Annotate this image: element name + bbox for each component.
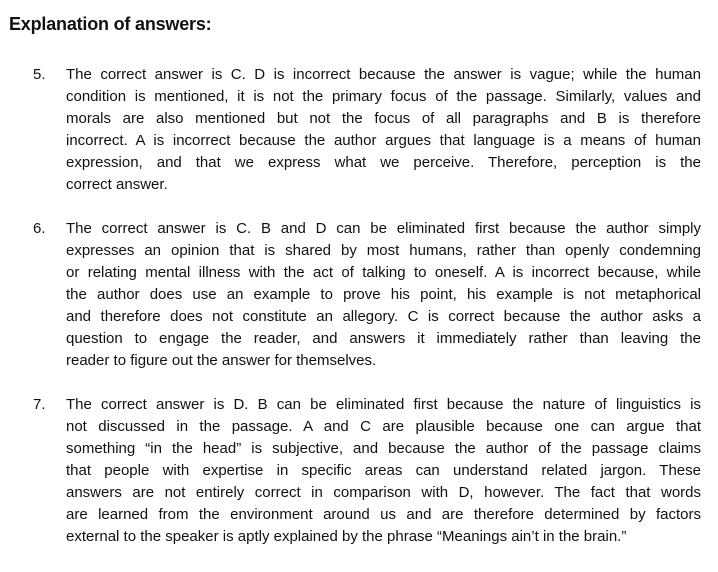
answer-line: expression, and that we express what we perceive. Therefore, perception is the xyxy=(66,154,701,171)
answer-list xyxy=(33,64,701,548)
answer-item-5 xyxy=(33,64,701,196)
answer-line: The correct answer is D. B can be eliminated first because the nature of linguistics is xyxy=(66,396,701,413)
answer-line: are learned from the environment around us and are therefore determined by factors xyxy=(66,506,701,523)
answer-line: incorrect. A is incorrect because the author argues that language is a means of human xyxy=(66,132,701,149)
answer-line: external to the speaker is aptly explained by the phrase “Meanings ain’t in the brain.” xyxy=(66,528,627,545)
answer-number: 6. xyxy=(33,220,46,237)
answer-line: answers are not entirely correct in comparison with D, however. The fact that words xyxy=(66,484,701,501)
answer-line: the author does use an example to prove his point, his example is not metaphorical xyxy=(66,286,701,303)
answer-number: 7. xyxy=(33,396,46,413)
answer-line: condition is mentioned, it is not the primary focus of the passage. Similarly, values and xyxy=(66,88,701,105)
answer-line: expresses an opinion that is shared by most humans, rather than openly condemning xyxy=(66,242,701,259)
answer-item-6 xyxy=(33,218,701,372)
answer-line: morals are also mentioned but not the focus of all paragraphs and B is therefore xyxy=(66,110,701,127)
answer-line: or relating mental illness with the act of talking to oneself. A is incorrect because, while xyxy=(66,264,701,281)
answer-line: not discussed in the passage. A and C are plausible because one can argue that xyxy=(66,418,701,435)
answer-line: and therefore does not constitute an allegory. C is correct because the author asks a xyxy=(66,308,701,325)
answer-line: question to engage the reader, and answers it immediately rather than leaving the xyxy=(66,330,701,347)
answer-line: reader to figure out the answer for themselves. xyxy=(66,352,377,369)
answer-item-7 xyxy=(33,394,701,548)
answer-line: The correct answer is C. D is incorrect because the answer is vague; while the human xyxy=(66,66,701,83)
answer-line: The correct answer is C. B and D can be eliminated first because the author simply xyxy=(66,220,701,237)
answer-line: something “in the head” is subjective, and because the author of the passage claims xyxy=(66,440,701,457)
page-title: Explanation of answers: xyxy=(9,14,212,34)
answer-line: that people with expertise in specific areas can understand related jargon. These xyxy=(66,462,701,479)
answer-line: correct answer. xyxy=(66,176,168,193)
answer-number: 5. xyxy=(33,66,46,83)
